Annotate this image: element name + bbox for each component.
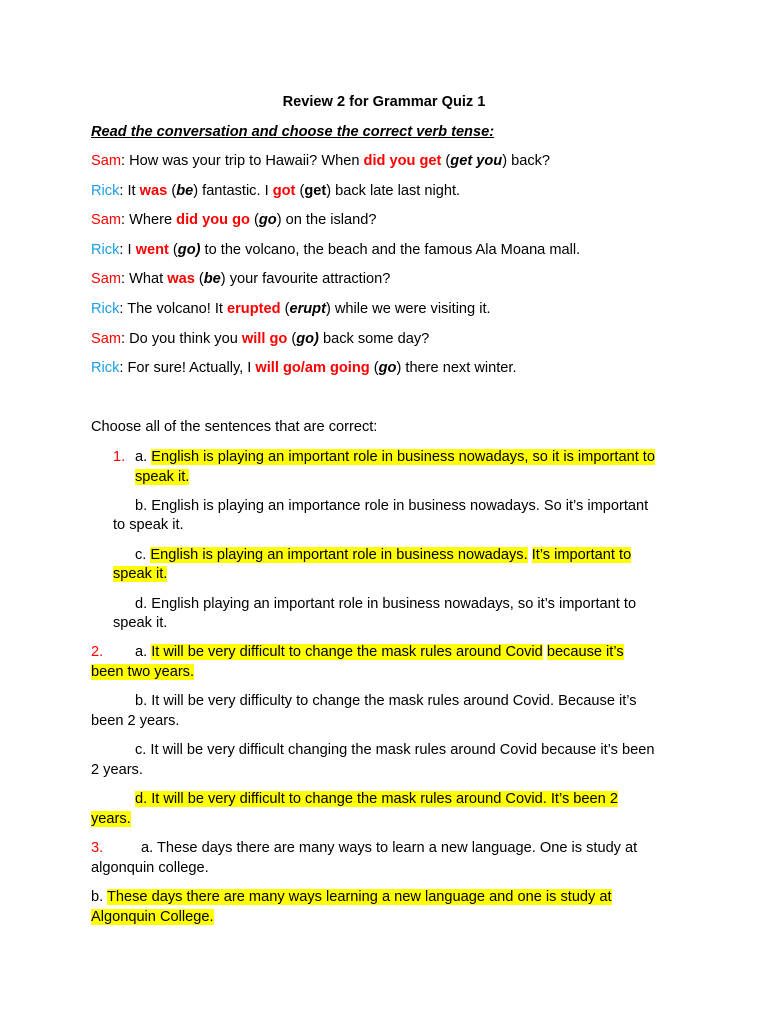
- option-line: [135, 496, 648, 516]
- text-segment: ) there next winter.: [396, 360, 517, 376]
- option-line: [91, 760, 143, 780]
- speaker-name: Sam: [91, 271, 122, 287]
- text-segment: been 2 years.: [91, 713, 180, 729]
- option-line: [135, 447, 655, 467]
- text-segment: ) fantastic. I: [193, 183, 273, 199]
- answer-text: will go/am going: [255, 360, 370, 376]
- option-line: [91, 711, 179, 731]
- option-line: [113, 613, 167, 633]
- option-line: [91, 662, 194, 682]
- speaker-name: Rick: [91, 242, 120, 258]
- highlighted-text: English is playing an important role in business nowadays, so it is important to: [151, 449, 655, 465]
- question-number: 1.: [113, 449, 126, 465]
- text-segment: erupt: [289, 301, 326, 317]
- text-segment: to speak it.: [113, 517, 184, 533]
- speaker-name: Rick: [91, 301, 120, 317]
- answer-text: erupted: [227, 301, 281, 317]
- text-segment: (: [167, 183, 177, 199]
- highlighted-text: Algonquin College.: [91, 909, 214, 925]
- text-segment: : What: [121, 271, 168, 287]
- option-line: [135, 740, 654, 760]
- text-segment: : I: [119, 242, 136, 258]
- instruction: Read the conversation and choose the correct verb tense:: [91, 124, 495, 140]
- text-segment: c.: [135, 547, 151, 563]
- option-line: [141, 838, 637, 858]
- text-segment: : The volcano! It: [119, 301, 228, 317]
- conversation-line: [91, 358, 517, 378]
- text-segment: a. These days there are many ways to learn a new language. One is study at: [141, 840, 638, 856]
- question-number: 3.: [91, 840, 104, 856]
- option-line: [113, 564, 167, 584]
- option-line: [135, 594, 636, 614]
- text-segment: (: [441, 153, 451, 169]
- text-segment: (: [295, 183, 305, 199]
- answer-text: went: [135, 242, 169, 258]
- conversation-line: [91, 269, 390, 289]
- text-segment: to the volcano, the beach and the famous Ala Moana mall.: [200, 242, 581, 258]
- text-segment: ) back late last night.: [326, 183, 461, 199]
- option-line: [135, 467, 189, 487]
- text-segment: ) back?: [502, 153, 551, 169]
- conversation-line: [91, 240, 580, 260]
- text-segment: get you: [450, 153, 503, 169]
- question-number: 2.: [91, 644, 104, 660]
- text-segment: : It: [119, 183, 140, 199]
- highlighted-text: speak it.: [113, 566, 168, 582]
- text-segment: (: [168, 242, 178, 258]
- conversation-line: [91, 210, 377, 230]
- answer-text: did you get: [363, 153, 442, 169]
- text-segment: b.: [91, 889, 107, 905]
- highlighted-text: It will be very difficult to change the mask rules around Covid: [151, 644, 543, 660]
- speaker-name: Sam: [91, 153, 122, 169]
- text-segment: : Do you think you: [121, 331, 242, 347]
- text-segment: go: [258, 212, 277, 228]
- option-line: [113, 515, 184, 535]
- answer-text: will go: [241, 331, 288, 347]
- text-segment: go): [177, 242, 201, 258]
- text-segment: (: [280, 301, 290, 317]
- text-segment: ) on the island?: [276, 212, 377, 228]
- option-line: [91, 887, 612, 907]
- conversation-line: [91, 151, 550, 171]
- speaker-name: Sam: [91, 212, 122, 228]
- text-segment: b. English is playing an importance role in business nowadays. So it’s important: [135, 498, 649, 514]
- highlighted-text: These days there are many ways learning a new language and one is study at: [106, 889, 612, 905]
- highlighted-text: been two years.: [91, 664, 195, 680]
- text-segment: ) while we were visiting it.: [325, 301, 491, 317]
- text-segment: a.: [135, 449, 152, 465]
- answer-text: was: [139, 183, 168, 199]
- highlighted-text: because it’s: [546, 644, 624, 660]
- text-segment: : How was your trip to Hawaii? When: [121, 153, 364, 169]
- choose-heading: Choose all of the sentences that are correct:: [91, 419, 378, 435]
- option-line: [91, 809, 131, 829]
- text-segment: : For sure! Actually, I: [119, 360, 256, 376]
- text-segment: c. It will be very difficult changing the mask rules around Covid because it’s been: [135, 742, 655, 758]
- answer-text: got: [272, 183, 296, 199]
- text-segment: (: [249, 212, 259, 228]
- text-segment: back some day?: [318, 331, 430, 347]
- text-segment: (: [369, 360, 379, 376]
- speaker-name: Rick: [91, 360, 120, 376]
- option-line: [135, 691, 637, 711]
- speaker-name: Sam: [91, 331, 122, 347]
- text-segment: go: [378, 360, 397, 376]
- text-segment: d. English playing an important role in business nowadays, so it’s important to: [135, 596, 637, 612]
- answer-text: did you go: [176, 212, 250, 228]
- highlighted-text: d. It will be very difficult to change the mask rules around Covid. It’s been 2: [135, 791, 618, 807]
- text-segment: (: [287, 331, 297, 347]
- speaker-name: Rick: [91, 183, 120, 199]
- conversation-line: [91, 329, 429, 349]
- text-segment: 2 years.: [91, 762, 143, 778]
- text-segment: go): [296, 331, 319, 347]
- highlighted-text: English is playing an important role in business nowadays.: [150, 547, 528, 563]
- option-line: [135, 642, 624, 662]
- option-line: [91, 907, 214, 927]
- text-segment: ) your favourite attraction?: [220, 271, 391, 287]
- text-segment: be: [176, 183, 194, 199]
- text-segment: algonquin college.: [91, 860, 209, 876]
- text-segment: (: [194, 271, 204, 287]
- option-line: [91, 858, 209, 878]
- text-segment: get: [304, 183, 327, 199]
- answer-text: was: [167, 271, 195, 287]
- option-line: [135, 545, 631, 565]
- text-segment: speak it.: [113, 615, 168, 631]
- text-segment: a.: [135, 644, 152, 660]
- conversation-line: [91, 181, 460, 201]
- highlighted-text: speak it.: [135, 469, 190, 485]
- conversation-line: [91, 299, 491, 319]
- highlighted-text: It’s important to: [531, 547, 632, 563]
- page-title: Review 2 for Grammar Quiz 1: [282, 94, 486, 110]
- text-segment: : Where: [121, 212, 177, 228]
- highlighted-text: years.: [91, 811, 131, 827]
- text-segment: be: [203, 271, 221, 287]
- text-segment: b. It will be very difficulty to change the mask rules around Covid. Because it’s: [135, 693, 637, 709]
- option-line: [135, 789, 618, 809]
